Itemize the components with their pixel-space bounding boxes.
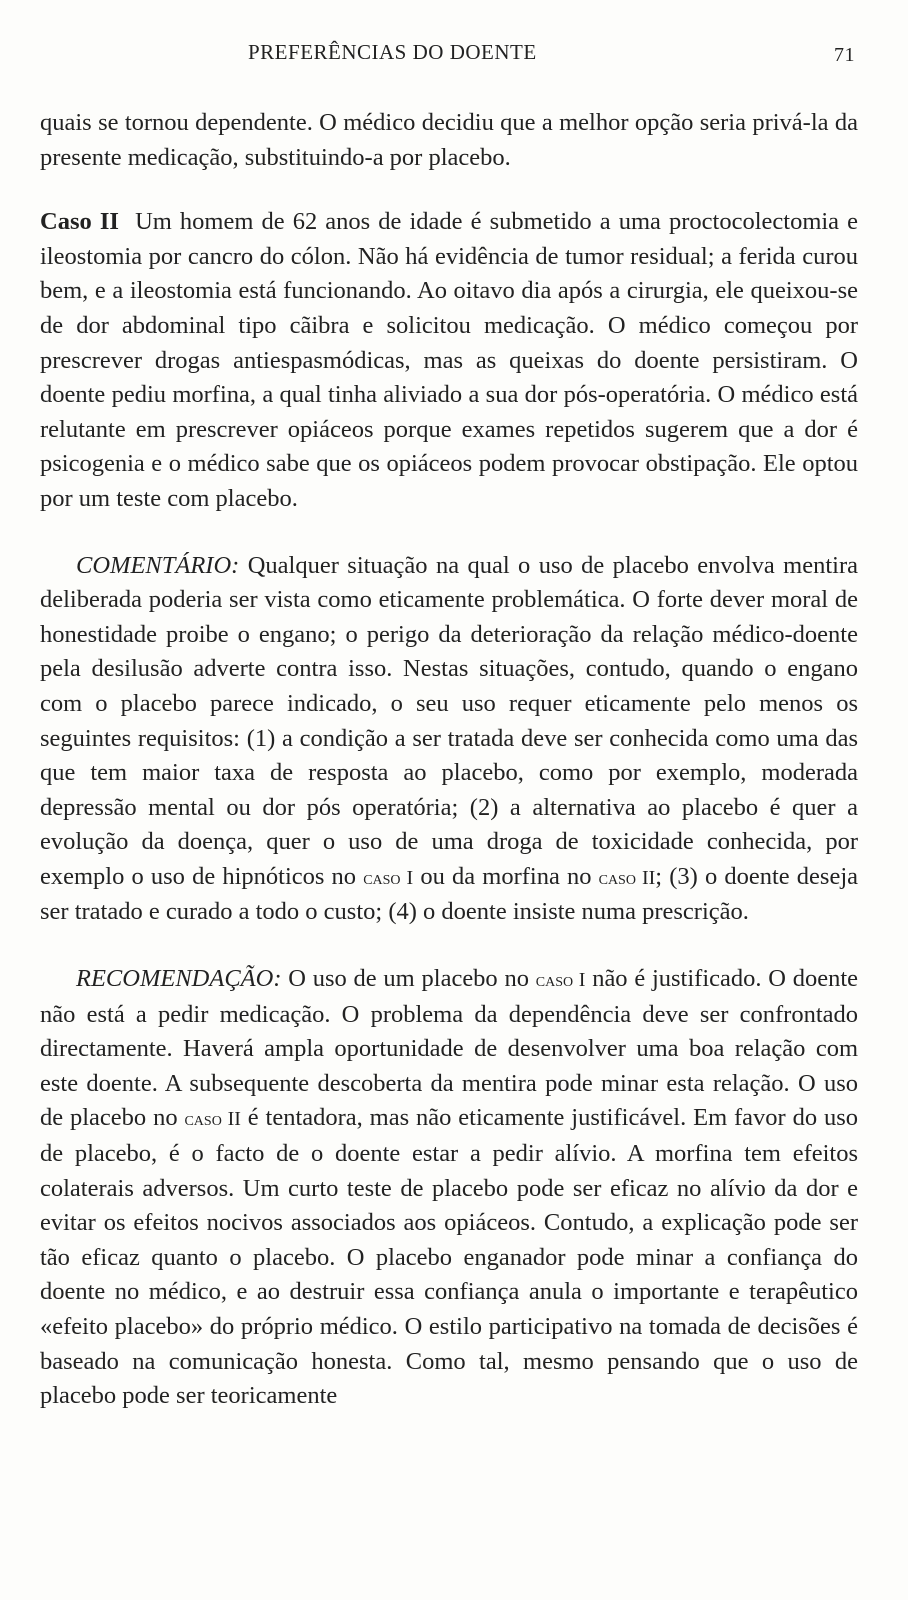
paragraph-text: quais se tornou dependente. O médico decidiu que a melhor opção seria privá-la da presente medicação, substituindo-a por placebo.: [40, 109, 858, 171]
running-title: PREFERÊNCIAS DO DOENTE: [248, 40, 537, 64]
recommendation-label: RECOMENDAÇÃO:: [76, 965, 282, 993]
case-reference: caso I: [363, 866, 414, 889]
case-reference: caso II: [184, 1108, 241, 1131]
paragraph-text: ou da morfina no: [420, 862, 592, 890]
paragraph-text: não é justificado. O doente não está a pedir medicação. O problema da dependência deve ser confrontado directamente. Haverá ampla oportunidade de desenvolver uma boa relação com este doente. A subsequente descoberta da mentira pode minar esta relação. O uso de placebo no: [40, 965, 859, 1132]
case-label: Caso II: [40, 208, 119, 236]
case-reference: caso II: [598, 866, 656, 889]
case-reference: caso I: [535, 969, 586, 992]
paragraph-text: O uso de um placebo no: [288, 965, 529, 993]
paragraph-caso-ii: [40, 205, 858, 516]
paragraph-recomendacao: [40, 962, 858, 1414]
paragraph-text: Qualquer situação na qual o uso de placebo envolva mentira deliberada poderia ser vista como eticamente problemática. O forte dever moral de honestidade proibe o engano; o perigo da deterioração da relação médico-doente pela desilusão adverte contra isso. Nestas situações, contudo, quando o engano com o placebo parece indicado, o seu uso requer eticamente pelo menos os seguintes requisitos: (1) a condição a ser tratada deve ser conhecida como uma das que tem maior taxa de resposta ao placebo, como por exemplo, moderada depressão mental ou dor pós operatória; (2) a alternativa ao placebo é quer a evolução da doença, quer o uso de uma droga de toxicidade conhecida, por exemplo o uso de hipnóticos no: [40, 551, 858, 890]
comment-label: COMENTÁRIO:: [76, 551, 240, 579]
page-number: 71: [834, 44, 855, 66]
body-text: [40, 106, 858, 1414]
paragraph-comentario: [40, 549, 858, 931]
paragraph-text: Um homem de 62 anos de idade é submetido a uma proctocolectomia e ileostomia por cancro do cólon. Não há evidência de tumor residual; a ferida curou bem, e a ileostomia está funcionando. Ao oitavo dia após a cirurgia, ele queixou-se de dor abdominal tipo cãibra e solicitou medicação. O médico começou por prescrever drogas antiespasmódicas, mas as queixas do doente persistiram. O doente pediu morfina, a qual tinha aliviado a sua dor pós-operatória. O médico está relutante em prescrever opiáceos porque exames repetidos sugerem que a dor é psicogenia e o médico sabe que os opiáceos podem provocar obstipação. Ele optou por um teste com placebo.: [40, 208, 859, 512]
paragraph-continuation: [40, 106, 858, 175]
paragraph-text: ; (3) o doente deseja ser tratado e curado a todo o custo; (4) o doente insiste numa prescrição.: [40, 862, 858, 926]
paragraph-text: é tentadora, mas não eticamente justificável. Em favor do uso de placebo, é o facto de o doente estar a pedir alívio. A morfina tem efeitos colaterais adversos. Um curto teste de placebo pode ser eficaz no alívio da dor e evitar os efeitos nocivos associados aos opiáceos. Contudo, a explicação pode ser tão eficaz quanto o placebo. O placebo enganador pode minar a confiança do doente no médico, e ao destruir essa confiança anula o importante e terapêutico «efeito placebo» do próprio médico. O estilo participativo na tomada de decisões é baseado na comunicação honesta. Como tal, mesmo pensando que o uso de placebo pode ser teoricamente: [40, 1104, 859, 1410]
